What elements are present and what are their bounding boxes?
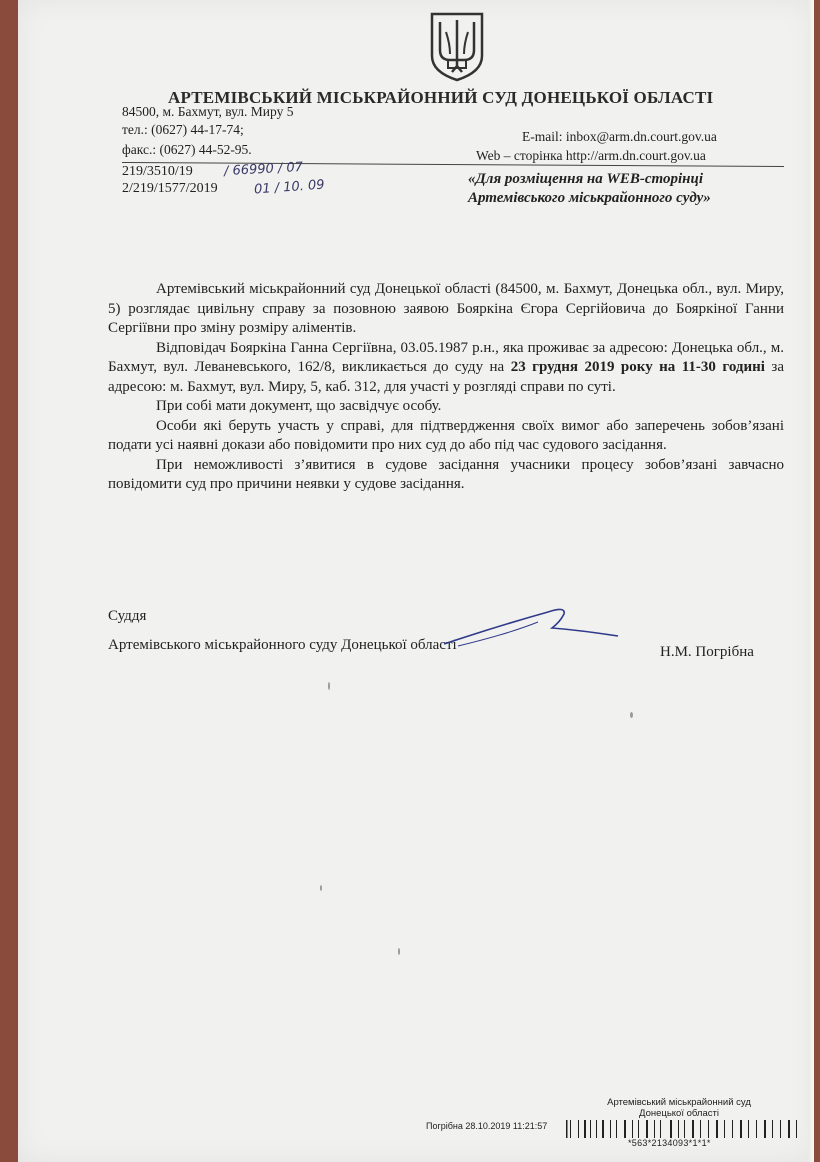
page-edge — [808, 0, 814, 1162]
court-fax: факс.: (0627) 44-52-95. — [122, 142, 252, 157]
handwritten-date: 01 / 10. 09 — [253, 177, 325, 198]
court-email: E-mail: inbox@arm.dn.court.gov.ua — [522, 129, 717, 144]
summons-text-a: Відповідач Бояркіна Ганна Сергіївна, 03.05.1987 р.н., яка проживає за адресою: Донецька обл., м. Бахмут, вул. Леваневського, 162/8, викликається до суду на — [108, 339, 784, 375]
handwritten-registration: / 66990 / 07 — [223, 159, 304, 180]
coat-of-arms-icon — [428, 10, 486, 82]
case-number: 219/3510/19 — [122, 164, 193, 179]
judge-title: Суддя — [108, 608, 147, 624]
summons-text-b: за адресою: м. Бахмут, вул. Миру, 5, каб. 312, для участі у розгляді справи по суті. — [108, 359, 784, 395]
document-page — [18, 0, 814, 1162]
registry-stamp-court: Артемівський міськрайонний суд Донецької області — [607, 1097, 751, 1119]
paragraph-case: Артемівський міськрайонний суд Донецької області (84500, м. Бахмут, Донецька обл., вул. Миру, 5) розглядає цивільну справу за позовною заявою Бояркіна Єгора Сергійовича до Бояркіної Ганни Сергіївни про зміну розміру аліментів. — [108, 281, 784, 336]
web-note-line1: «Для розміщення на WEB-сторінці — [468, 171, 703, 187]
paragraph-summons — [108, 339, 784, 398]
court-title: АРТЕМІВСЬКИЙ МІСЬКРАЙОННИЙ СУД ДОНЕЦЬКОЇ ОБЛАСТІ — [168, 88, 714, 107]
scan-speck — [630, 712, 633, 718]
web-publication-note — [468, 170, 711, 208]
scan-speck — [320, 885, 322, 891]
court-website: Web – сторінка http://arm.dn.court.gov.ua — [476, 148, 706, 163]
registry-stamp-meta: Погрібна 28.10.2019 11:21:57 — [426, 1121, 548, 1131]
barcode-icon — [566, 1120, 802, 1138]
barcode-number: *563*2134093*1*1* — [628, 1138, 711, 1148]
paragraph-evidence: Особи які беруть участь у справі, для підтвердження своїх вимог або заперечень зобов’язані подати усі наявні докази або повідомити про них суд до або під час судового засідання. — [108, 417, 784, 453]
paragraph-id-document: При собі мати документ, що засвідчує особу. — [156, 398, 442, 414]
paragraph-absence: При неможливості з’явитися в судове засідання учасники процесу зобов’язані завчасно повідомити суд про причини неявки у судове засідання. — [108, 456, 784, 492]
judge-name: Н.М. Погрібна — [660, 644, 754, 660]
court-address: 84500, м. Бахмут, вул. Миру 5 — [122, 104, 294, 119]
proceeding-number: 2/219/1577/2019 — [122, 181, 218, 196]
summons-body — [108, 280, 784, 495]
scan-speck — [398, 948, 400, 955]
web-note-line2: Артемівського міськрайонного суду» — [468, 190, 711, 206]
hearing-datetime: 23 грудня 2019 року на 11-30 годині — [510, 359, 765, 375]
scan-speck — [328, 682, 330, 690]
court-phone: тел.: (0627) 44-17-74; — [122, 122, 244, 137]
judge-signature — [438, 600, 638, 660]
judge-court: Артемівського міськрайонного суду Донецької області — [108, 637, 457, 653]
